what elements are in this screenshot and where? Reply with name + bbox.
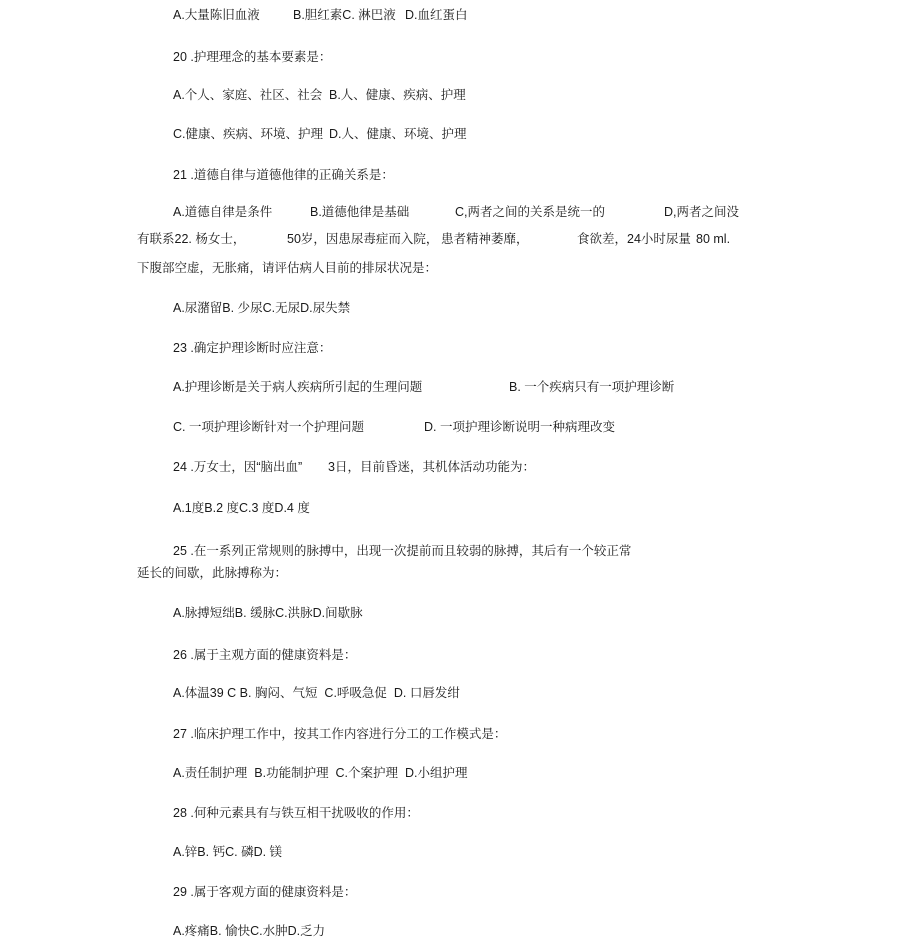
q22-stem-part-3: 患者精神萎靡， [441, 232, 529, 246]
q23-option-d: D. 一项护理诊断说明一种病理改变 [424, 420, 615, 434]
q28-options: A.锌B. 钙C. 磷D. 镁 [173, 845, 283, 859]
q26-stem: 26 .属于主观方面的健康资料是： [173, 648, 357, 662]
q23-options-line-1 [0, 379, 920, 395]
q23-options-line-2 [0, 419, 920, 435]
q19-option-a: A.大量陈旧血液 [173, 8, 260, 22]
q23-option-b: B. 一个疾病只有一项护理诊断 [509, 380, 675, 394]
q21-stem-line [0, 167, 920, 183]
q25-stem-continued: 延长的间歇，此脉搏称为： [137, 566, 288, 580]
q28-stem-line [0, 805, 920, 821]
q22-stem-part-1: 22. 杨女士， [174, 232, 246, 246]
q28-stem: 28 .何种元素具有与铁互相干扰吸收的作用： [173, 806, 419, 820]
q21-option-c: C,两者之间的关系是统一的 [455, 205, 606, 219]
q24-stem-line [0, 459, 920, 475]
q24-options: A.1度B.2 度C.3 度D.4 度 [173, 501, 310, 515]
q21-option-b: B.道德他律是基础 [310, 205, 410, 219]
q19-options-line [0, 7, 920, 23]
q27-stem: 27 .临床护理工作中，按其工作内容进行分工的工作模式是： [173, 727, 507, 741]
q24-stem-part-1: 24 .万女士，因“脑出血” [173, 460, 303, 474]
q29-stem-line [0, 884, 920, 900]
q20-options-line-2 [0, 126, 920, 142]
q19-option-b-c: B.胆红素C. 淋巴液 [293, 8, 396, 22]
q22-options: A.尿潴留B. 少尿C.无尿D.尿失禁 [173, 301, 351, 315]
q22-stem-part-5: 80 ml. [696, 232, 731, 246]
q22-stem-part-2: 50岁，因患尿毒症而入院， [287, 232, 439, 246]
q22-options-line [0, 300, 920, 316]
q25-options-line [0, 605, 920, 621]
q26-options-line [0, 685, 920, 701]
q24-stem-part-2: 3日，目前昏迷，其机体活动功能为： [328, 460, 535, 474]
q23-stem: 23 .确定护理诊断时应注意： [173, 341, 332, 355]
q20-option-a: A.个人、家庭、社区、社会 [173, 88, 323, 102]
q21-stem: 21 .道德自律与道德他律的正确关系是： [173, 168, 394, 182]
q21-options-line [0, 204, 920, 220]
q27-options: A.责任制护理 B.功能制护理 C.个案护理 D.小组护理 [173, 766, 468, 780]
q20-stem-line [0, 49, 920, 65]
q25-stem-line-1 [0, 543, 920, 559]
q20-option-c: C.健康、疾病、环境、护理 [173, 127, 324, 141]
q20-option-d: D.人、健康、环境、护理 [329, 127, 467, 141]
q22-stem-part-4: 食欲差，24小时尿量 [577, 232, 691, 246]
q23-option-c: C. 一项护理诊断针对一个护理问题 [173, 420, 364, 434]
q29-options: A.疼痛B. 愉快C.水肿D.乏力 [173, 924, 326, 938]
q21-option-d-continued: 有联系 [137, 232, 175, 246]
q29-stem: 29 .属于客观方面的健康资料是： [173, 885, 357, 899]
q21-option-d: D,两者之间没 [664, 205, 740, 219]
q21-option-d-continued-and-q22-start [137, 231, 245, 247]
q23-stem-line [0, 340, 920, 356]
q20-option-b: B.人、健康、疾病、护理 [329, 88, 466, 102]
q26-stem-line [0, 647, 920, 663]
q20-options-line-1 [0, 87, 920, 103]
q29-options-line [0, 923, 920, 939]
q28-options-line [0, 844, 920, 860]
q19-option-d: D.血红蛋白 [405, 8, 468, 22]
q21-option-a: A.道德自律是条件 [173, 205, 273, 219]
q24-options-line [0, 500, 920, 516]
q22-stem-continued: 下腹部空虚，无胀痛，请评估病人目前的排尿状况是： [137, 261, 438, 275]
q22-stem-line-1 [0, 231, 920, 247]
q22-stem-line-2 [0, 260, 920, 276]
q27-stem-line [0, 726, 920, 742]
q25-stem-line-2 [0, 565, 920, 581]
q23-option-a: A.护理诊断是关于病人疾病所引起的生理问题 [173, 380, 423, 394]
q26-options: A.体温39 C B. 胸闷、气短 C.呼吸急促 D. 口唇发绀 [173, 686, 460, 700]
q27-options-line [0, 765, 920, 781]
q20-stem: 20 .护理理念的基本要素是： [173, 50, 332, 64]
q25-stem: 25 .在一系列正常规则的脉搏中，出现一次提前而且较弱的脉搏，其后有一个较正常 [173, 544, 632, 558]
q25-options: A.脉搏短绌B. 缓脉C.洪脉D.间歇脉 [173, 606, 363, 620]
